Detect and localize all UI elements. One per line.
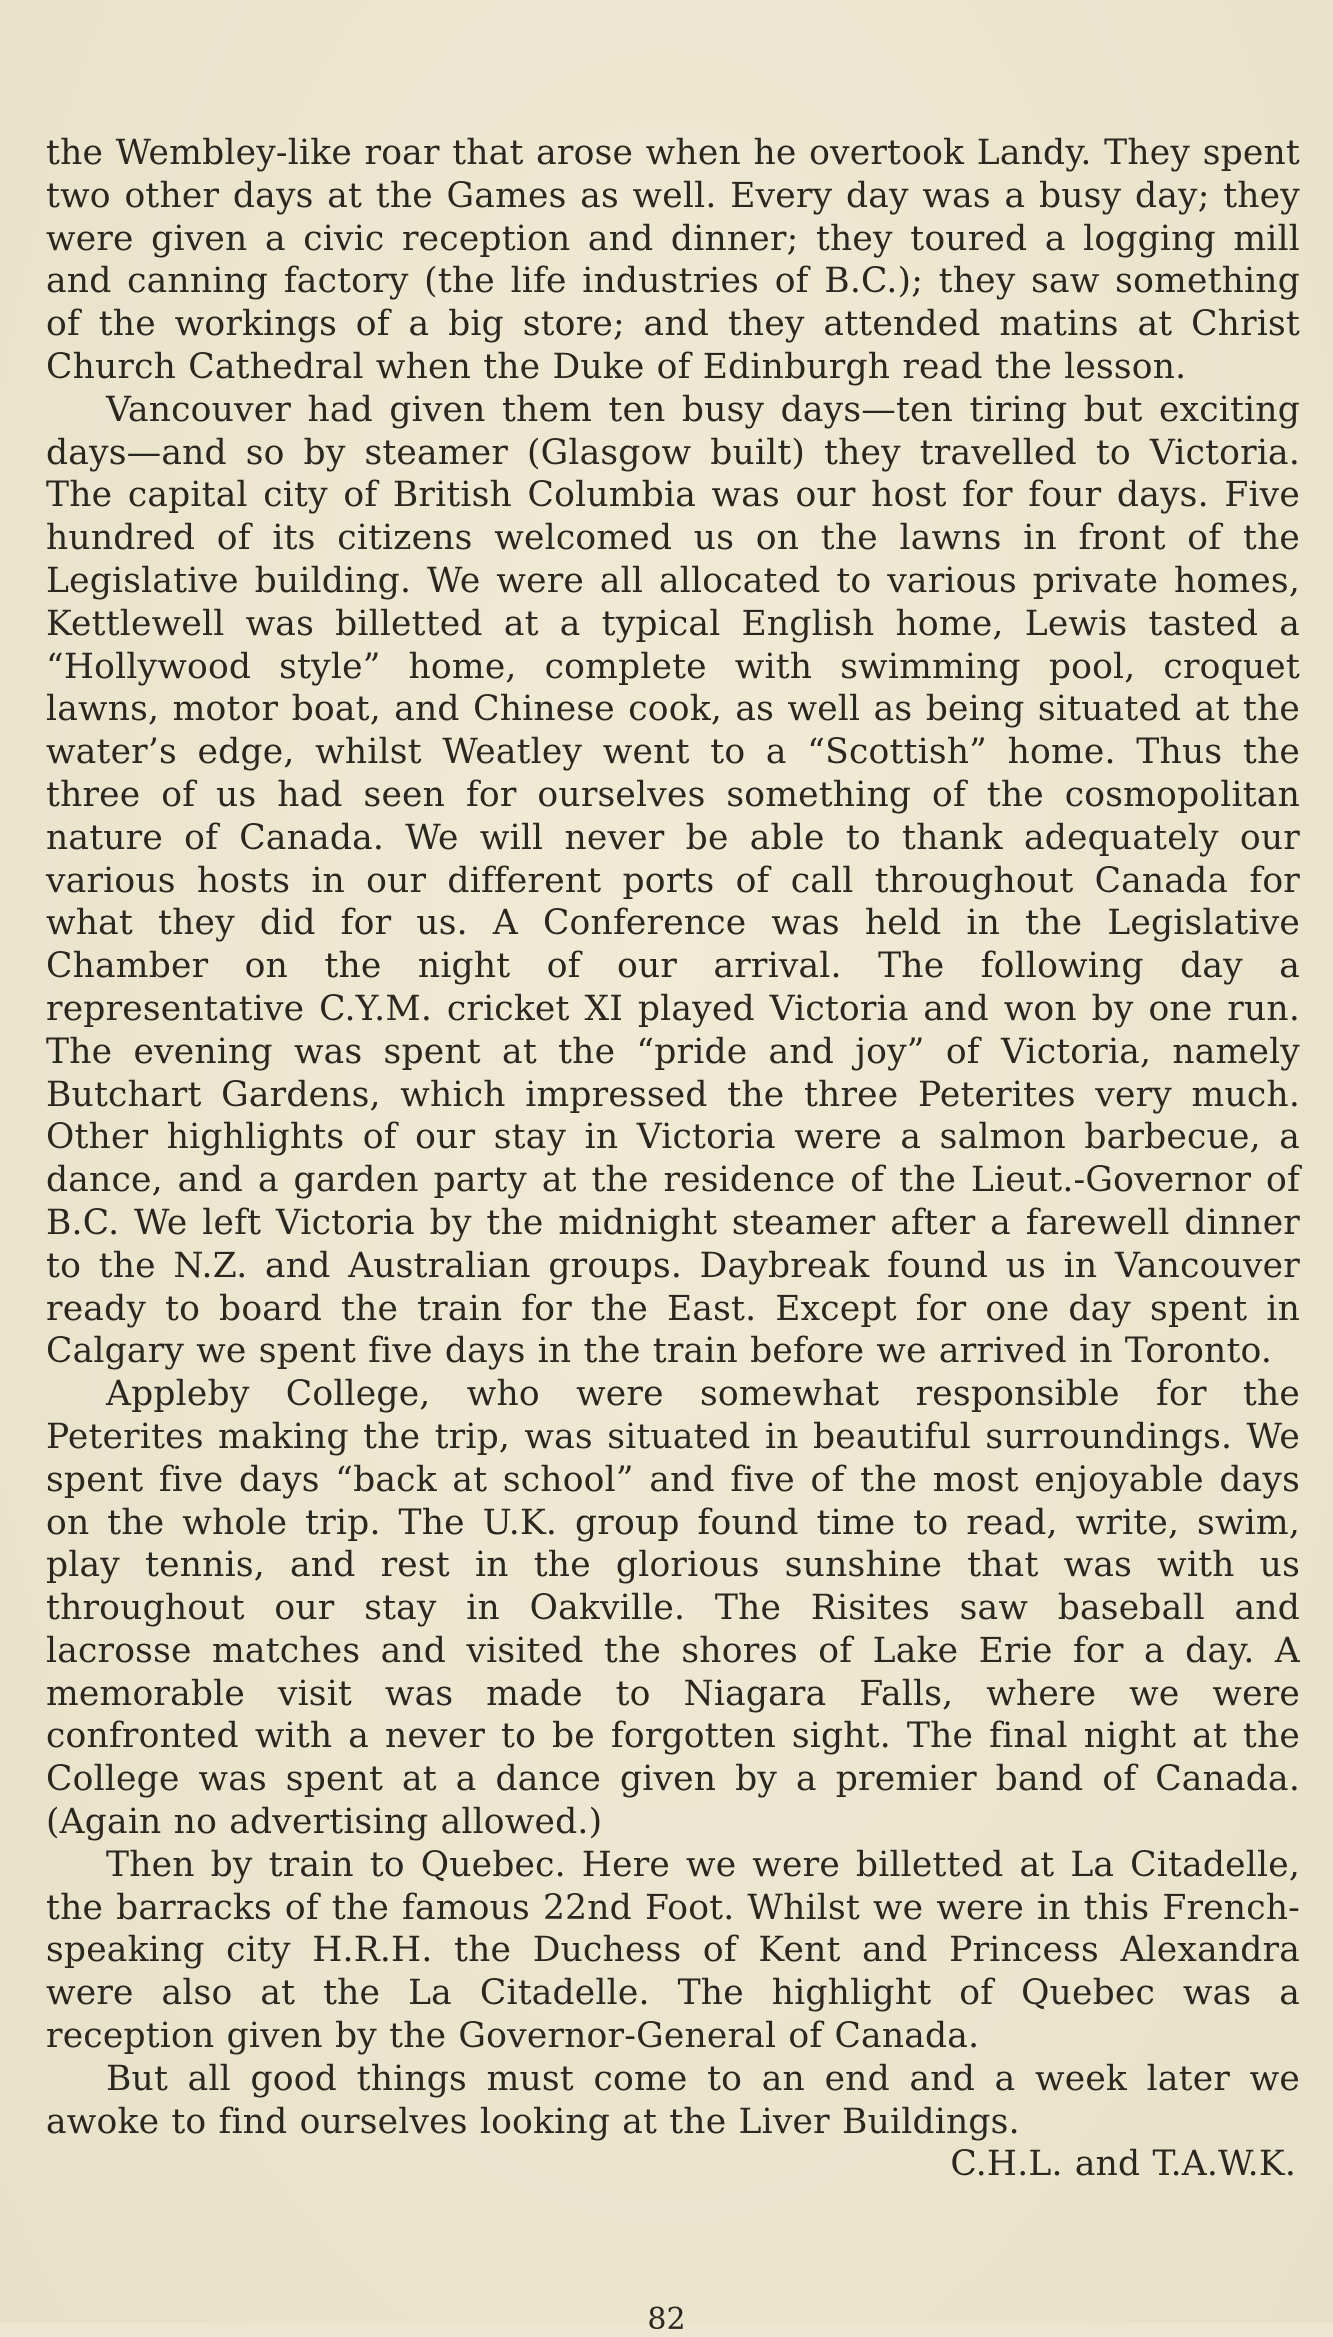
- paragraph-5: But all good things must come to an end and a week later we awoke to find ourselves looking at the Liver Buildings.: [46, 2058, 1300, 2142]
- paragraph-2: Vancouver had given them ten busy days—ten tiring but exciting days—and so by steamer (Glasgow built) they travelled to Victoria. The capital city of British Columbia was our host for four days. Five hundred of its citizens welcomed us on the lawns in front of the Legislative building. We were all allocated to various private homes, Kettlewell was billetted at a typical English home, Lewis tasted a “Hollywood style” home, complete with swimming pool, croquet lawns, motor boat, and Chinese cook, as well as being situated at the water’s edge, whilst Weatley went to a “Scottish” home. Thus the three of us had seen for ourselves something of the cosmopolitan nature of Canada. We will never be able to thank adequately our various hosts in our different ports of call throughout Canada for what they did for us. A Conference was held in the Legislative Chamber on the night of our arrival. The following day a representative C.Y.M. cricket XI played Victoria and won by one run. The evening was spent at the “pride and joy” of Victoria, namely Butchart Gardens, which impressed the three Peterites very much. Other highlights of our stay in Victoria were a salmon barbecue, a dance, and a garden party at the residence of the Lieut.-Governor of B.C. We left Victoria by the midnight steamer after a farewell dinner to the N.Z. and Australian groups. Daybreak found us in Vancouver ready to board the train for the East. Except for one day spent in Calgary we spent five days in the train before we arrived in Toronto.: [46, 389, 1300, 1372]
- paragraph-4: Then by train to Quebec. Here we were billetted at La Citadelle, the barracks of the famous 22nd Foot. Whilst we were in this French-speaking city H.R.H. the Duchess of Kent and Princess Alexandra were also at the La Citadelle. The highlight of Quebec was a reception given by the Governor-General of Canada.: [46, 1844, 1300, 2057]
- body-text: [46, 132, 1300, 2186]
- paragraph-1: the Wembley-like roar that arose when he overtook Landy. They spent two other days at the Games as well. Every day was a busy day; they were given a civic reception and dinner; they toured a logging mill and canning factory (the life industries of B.C.); they saw something of the workings of a big store; and they attended matins at Christ Church Cathedral when the Duke of Edinburgh read the lesson.: [46, 133, 1300, 387]
- author-signature: C.H.L. and T.A.W.K.: [950, 2144, 1296, 2185]
- page-number: 82: [647, 2302, 686, 2337]
- paragraph-3: Appleby College, who were somewhat responsible for the Peterites making the trip, was situated in beautiful surroundings. We spent five days “back at school” and five of the most enjoyable days on the whole trip. The U.K. group found time to read, write, swim, play tennis, and rest in the glorious sunshine that was with us throughout our stay in Oakville. The Risites saw baseball and lacrosse matches and visited the shores of Lake Erie for a day. A memorable visit was made to Niagara Falls, where we were confronted with a never to be forgotten sight. The final night at the College was spent at a dance given by a premier band of Canada. (Again no advertising allowed.): [46, 1374, 1300, 1843]
